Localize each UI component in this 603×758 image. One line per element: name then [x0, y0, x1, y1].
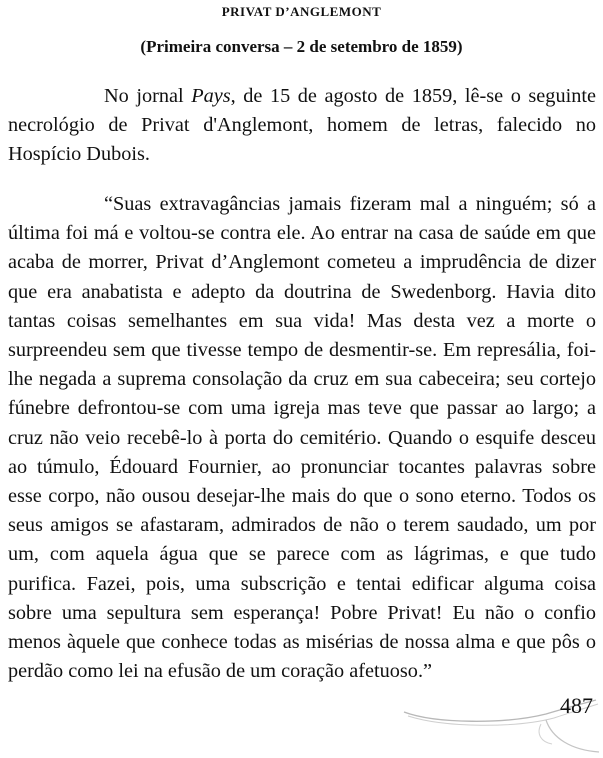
page-number-ornament: [396, 690, 603, 758]
running-head: PRIVAT D’ANGLEMONT: [221, 4, 382, 19]
obituary-quote-paragraph: “Suas extravagâncias jamais fizeram mal a ninguém; só a última foi má e voltou-se contra ele. Ao entrar na casa de saúde em que acaba de morrer, Privat d’Anglemont cometeu a imprudência de dizer que era anabatista e adepto da doutrina de Swedenborg. Havia dito tantas coisas semelhantes em sua vida! Mas desta vez a morte o surpreendeu sem que tivesse tempo de desmentir-se. Em represália, foi-lhe negada a suprema consolação da cruz em sua cabeceira; seu cortejo fúnebre defrontou-se com uma igreja mas teve que passar ao largo; a cruz não veio recebê-lo à porta do cemitério. Quando o esquife desceu ao túmulo, Édouard Fournier, ao pronunciar tocantes palavras sobre esse corpo, não ousou desejar-lhe mais do que o sono eterno. Todos os seus amigos se afastaram, admirados de não o terem saudado, um por um, com aquela água que se parece com as lágrimas, e que tudo purifica. Fazei, pois, uma subscrição e tentai edificar alguma coisa sobre uma sepultura sem esperança! Pobre Privat! Eu não o confio menos àquele que conhece todas as misérias de nossa alma e que pôs o perdão como lei na efusão de um coração afetuoso.”: [8, 193, 596, 683]
intro-text-end: , de 15 de agosto de 1859, lê-se o seguinte necrológio de Privat d'Anglemont, homem de letras, falecido no Hospício Dubois.: [8, 85, 596, 166]
chapter-subtitle: (Primeira conversa – 2 de setembro de 1859): [140, 37, 463, 56]
intro-text-start: No jornal: [104, 85, 192, 107]
page-number: 487: [560, 693, 593, 718]
intro-paragraph: [8, 82, 596, 170]
newspaper-name: Pays: [191, 85, 231, 107]
